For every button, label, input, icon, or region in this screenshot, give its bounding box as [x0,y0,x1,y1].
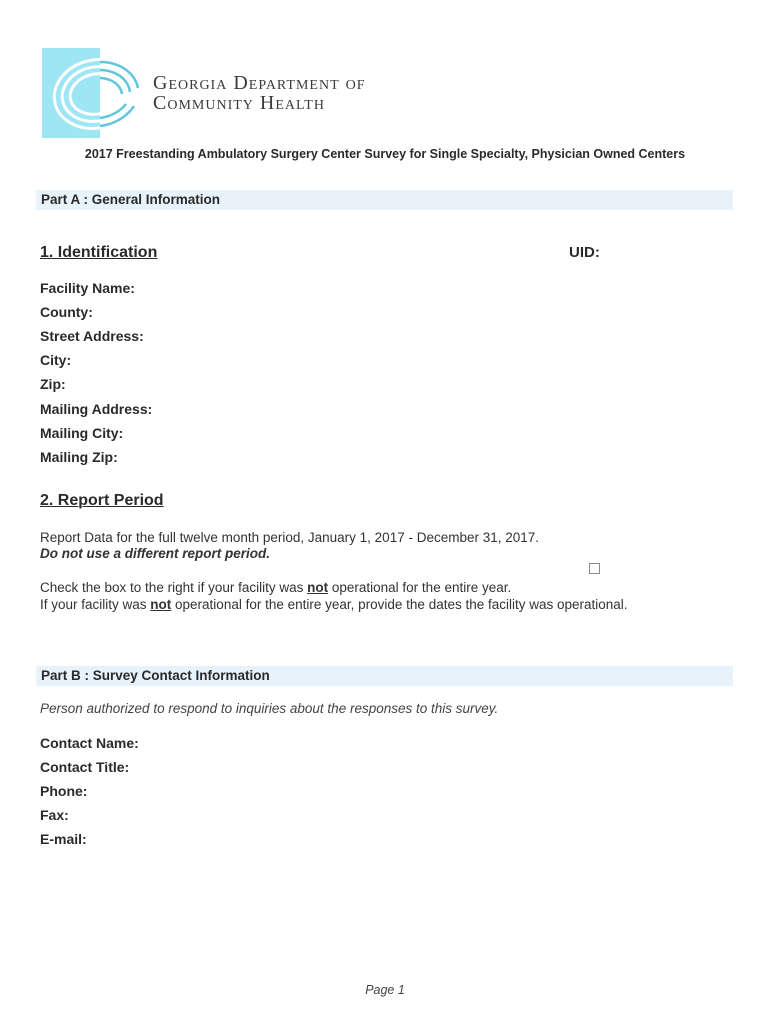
contact-intro-text: Person authorized to respond to inquiries about the responses to this survey. [40,701,499,716]
page-number: Page 1 [365,983,405,997]
org-name-line-2: Community Health [153,92,325,114]
contact-name-label: Contact Name: [40,735,139,751]
facility-name-label: Facility Name: [40,280,135,296]
dates-instruction-prefix: If your facility was [40,597,151,612]
report-period-text: Report Data for the full twelve month period, January 1, 2017 - December 31, 2017. [40,530,540,545]
city-label: City: [40,352,72,368]
checkbox-instruction [40,580,511,595]
contact-title-label: Contact Title: [40,759,130,775]
phone-label: Phone: [40,783,88,799]
report-period-warning: Do not use a different report period. [40,546,271,561]
street-address-label: Street Address: [40,328,144,344]
dates-instruction-suffix: operational for the entire year, provide the dates the facility was operational. [171,597,628,612]
identification-heading: 1. Identification [40,244,158,261]
fax-label: Fax: [40,807,69,823]
survey-title: 2017 Freestanding Ambulatory Surgery Center Survey for Single Specialty, Physician Owned Centers [84,147,686,161]
mailing-address-label: Mailing Address: [40,401,153,417]
part-a-section-header: Part A : General Information [36,190,733,210]
part-b-section-header: Part B : Survey Contact Information [36,666,733,686]
not-operational-checkbox[interactable] [589,563,600,574]
mailing-city-label: Mailing City: [40,425,124,441]
report-period-heading: 2. Report Period [40,492,164,509]
dates-instruction-not: not [150,597,172,612]
zip-label: Zip: [40,376,66,392]
checkbox-instruction-suffix: operational for the entire year. [328,580,512,595]
org-name-line-1: Georgia Department of [153,72,366,94]
mailing-zip-label: Mailing Zip: [40,449,118,465]
checkbox-instruction-prefix: Check the box to the right if your facility was [40,580,308,595]
dch-logo-icon [42,48,142,138]
uid-label: UID: [569,244,600,261]
county-label: County: [40,304,93,320]
dates-instruction [40,597,628,612]
email-label: E-mail: [40,831,87,847]
checkbox-instruction-not: not [307,580,329,595]
